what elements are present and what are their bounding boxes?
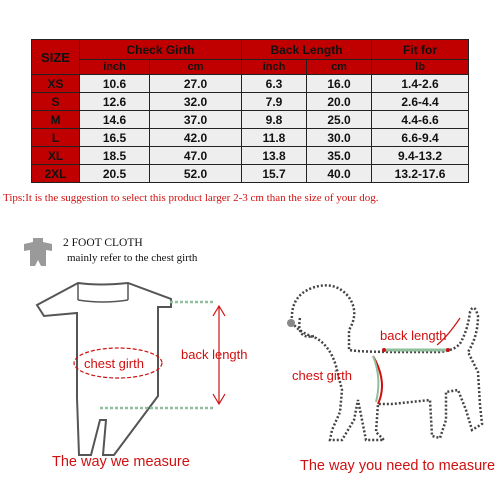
fit-lb-cell: 1.4-2.6 — [372, 75, 469, 93]
size-cell: XS — [32, 75, 80, 93]
fit-lb-cell: 9.4-13.2 — [372, 147, 469, 165]
back-cm-cell: 30.0 — [307, 129, 372, 147]
girth-inch-cell: 18.5 — [80, 147, 150, 165]
back-cm-cell: 16.0 — [307, 75, 372, 93]
back-inch-cell: 15.7 — [242, 165, 307, 183]
girth-inch-cell: 10.6 — [80, 75, 150, 93]
sizing-tip: Tips:It is the suggestion to select this product larger 2-3 cm than the size of your dog. — [3, 192, 379, 204]
unit-header: cm — [150, 60, 242, 75]
size-cell: 2XL — [32, 165, 80, 183]
size-header: SIZE — [32, 40, 80, 75]
unit-header: inch — [242, 60, 307, 75]
dog-back-length-label: back length — [380, 328, 447, 343]
fit-lb-cell: 2.6-4.4 — [372, 93, 469, 111]
girth-inch-cell: 14.6 — [80, 111, 150, 129]
back-inch-cell: 6.3 — [242, 75, 307, 93]
back-cm-cell: 25.0 — [307, 111, 372, 129]
fit-for-header: Fit for — [372, 40, 469, 60]
girth-cm-cell: 42.0 — [150, 129, 242, 147]
girth-inch-cell: 16.5 — [80, 129, 150, 147]
dog-caption: The way you need to measure — [300, 458, 496, 474]
back-inch-cell: 11.8 — [242, 129, 307, 147]
unit-header: cm — [307, 60, 372, 75]
fit-lb-cell: 4.4-6.6 — [372, 111, 469, 129]
legend-subtitle: mainly refer to the chest girth — [67, 252, 198, 264]
back-cm-cell: 35.0 — [307, 147, 372, 165]
girth-cm-cell: 47.0 — [150, 147, 242, 165]
cloth-caption: The way we measure — [52, 454, 190, 470]
size-cell: XL — [32, 147, 80, 165]
fit-lb-cell: 6.6-9.4 — [372, 129, 469, 147]
cloth-chest-girth-label: chest girth — [84, 356, 144, 371]
check-girth-header: Check Girth — [80, 40, 242, 60]
girth-inch-cell: 20.5 — [80, 165, 150, 183]
dog-outline — [292, 285, 482, 440]
girth-cm-cell: 27.0 — [150, 75, 242, 93]
back-inch-cell: 9.8 — [242, 111, 307, 129]
girth-cm-cell: 52.0 — [150, 165, 242, 183]
girth-cm-cell: 32.0 — [150, 93, 242, 111]
girth-cm-cell: 37.0 — [150, 111, 242, 129]
size-cell: S — [32, 93, 80, 111]
back-cm-cell: 20.0 — [307, 93, 372, 111]
back-length-header: Back Length — [242, 40, 372, 60]
cloth-back-length-label: back length — [181, 347, 248, 362]
legend-title: 2 FOOT CLOTH — [63, 237, 143, 249]
dog-chest-girth-label: chest girth — [292, 368, 352, 383]
dog-nose — [287, 319, 295, 327]
back-inch-cell: 13.8 — [242, 147, 307, 165]
size-cell: L — [32, 129, 80, 147]
unit-header: lb — [372, 60, 469, 75]
girth-inch-cell: 12.6 — [80, 93, 150, 111]
fit-lb-cell: 13.2-17.6 — [372, 165, 469, 183]
unit-header: inch — [80, 60, 150, 75]
back-cm-cell: 40.0 — [307, 165, 372, 183]
size-cell: M — [32, 111, 80, 129]
back-inch-cell: 7.9 — [242, 93, 307, 111]
